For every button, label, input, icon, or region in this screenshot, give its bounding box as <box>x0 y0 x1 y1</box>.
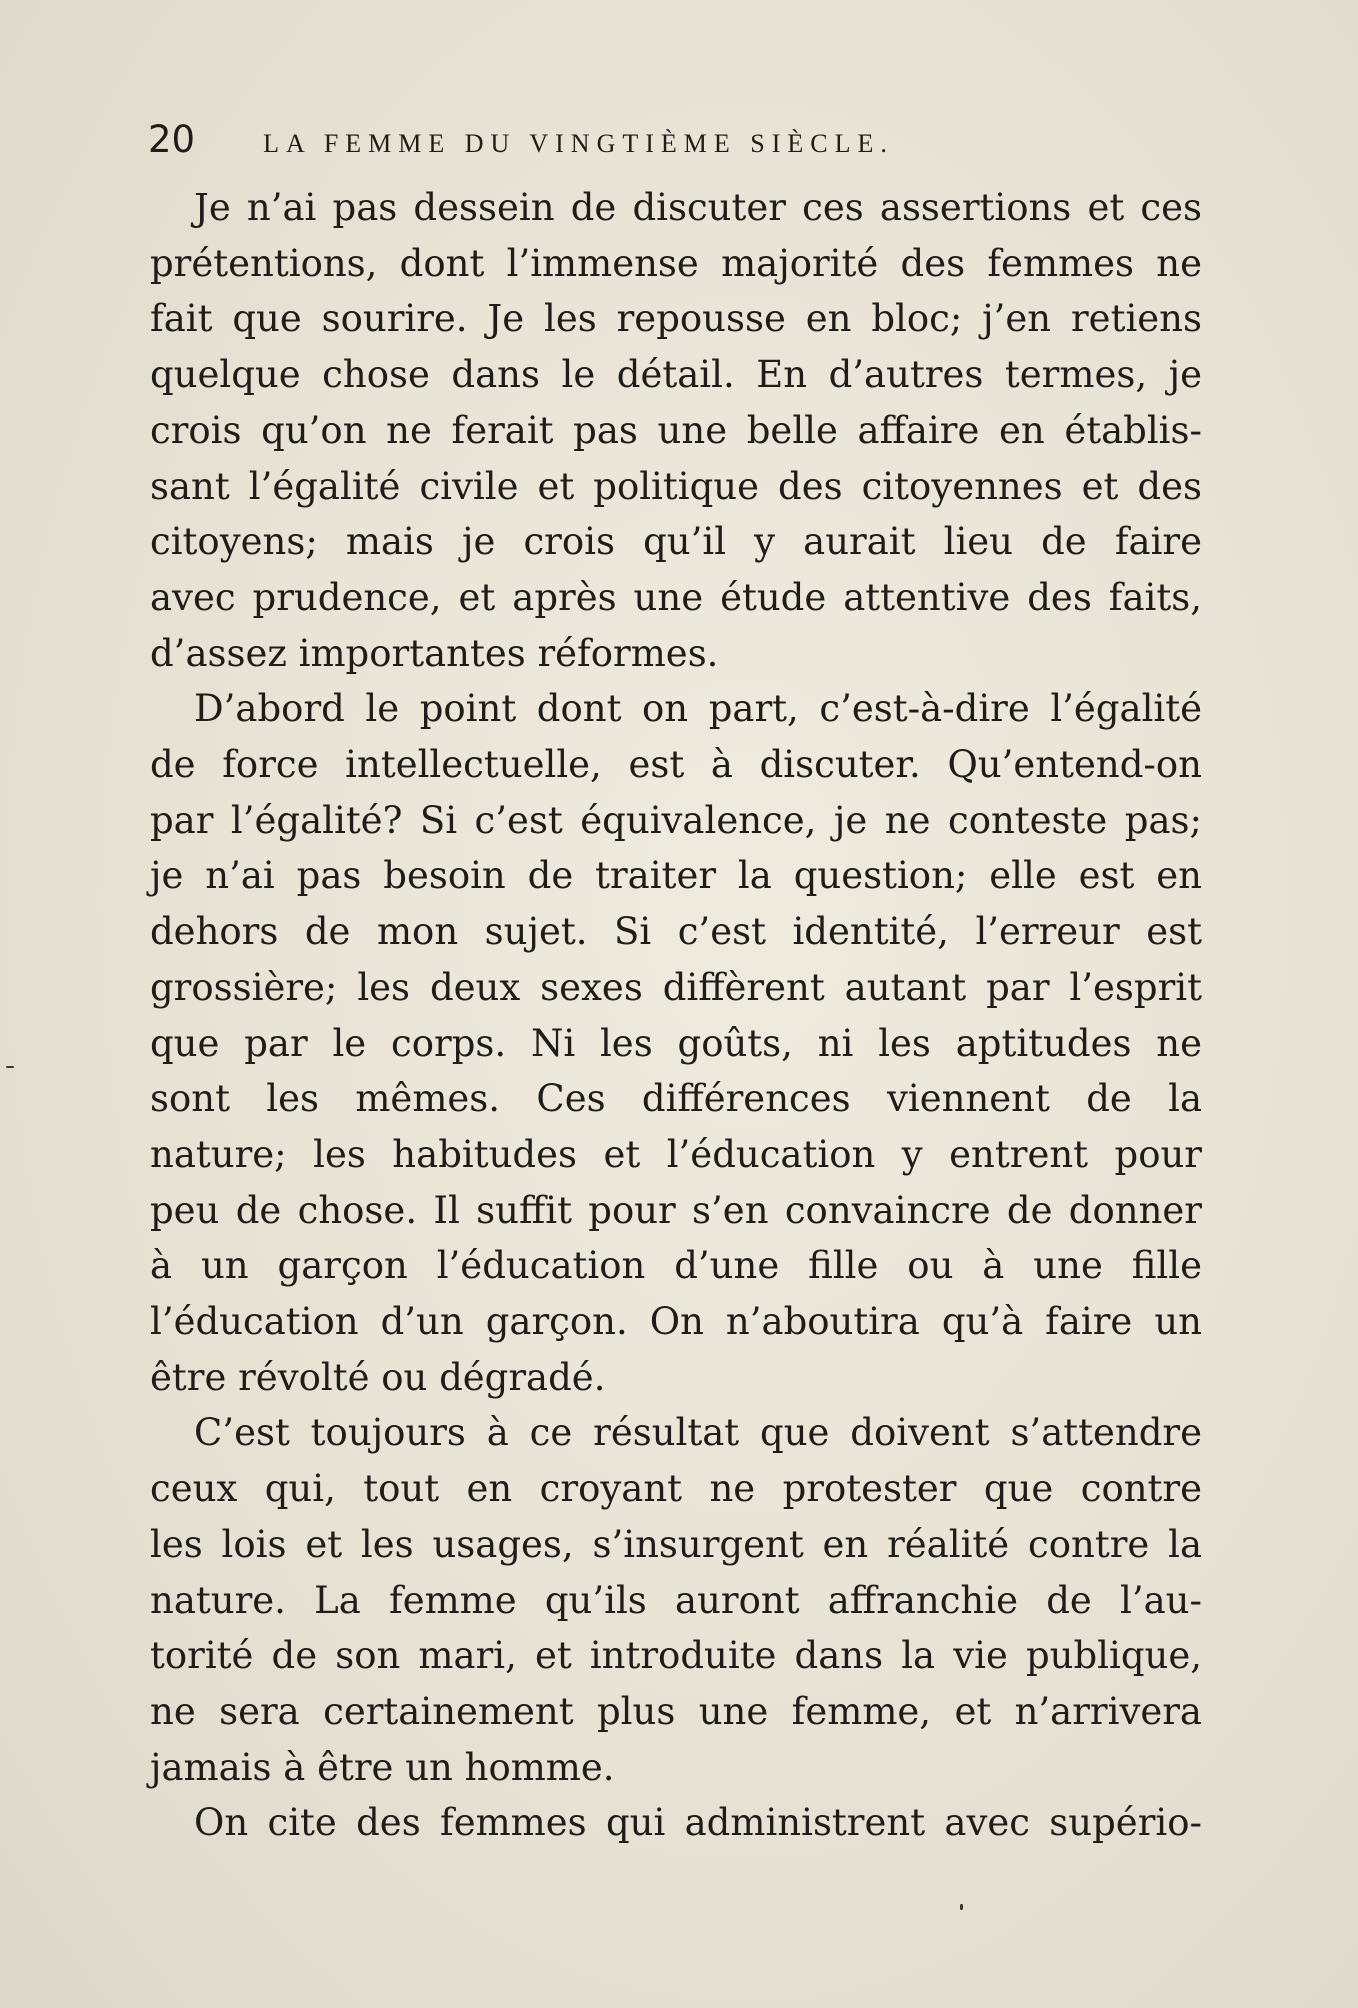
text-line: sont les mêmes. Ces différences viennent de la <box>150 1077 1202 1121</box>
text-line: nature; les habitudes et l’éducation y entrent pour <box>150 1132 1202 1176</box>
text-line: jamais à être un homme. <box>150 1745 615 1789</box>
paragraph-4 <box>150 1795 1202 1851</box>
text-line: avec prudence, et après une étude attentive des faits, <box>150 575 1202 619</box>
text-line: prétentions, dont l’immense majorité des femmes ne <box>150 241 1202 285</box>
text-line: crois qu’on ne ferait pas une belle affaire en établis- <box>150 408 1202 452</box>
ink-speck <box>960 1904 963 1910</box>
paragraph-3 <box>150 1405 1202 1795</box>
text-line: D’abord le point dont on part, c’est-à-dire l’égalité <box>194 687 1202 731</box>
text-line: citoyens; mais je crois qu’il y aurait lieu de faire <box>150 520 1202 564</box>
text-line: l’éducation d’un garçon. On n’aboutira qu’à faire un <box>150 1300 1202 1344</box>
text-line: quelque chose dans le détail. En d’autres termes, je <box>150 353 1202 397</box>
paragraph-1 <box>150 180 1202 681</box>
text-line: les lois et les usages, s’insurgent en réalité contre la <box>150 1522 1202 1566</box>
running-title: LA FEMME DU VINGTIÈME SIÈCLE. <box>263 129 894 158</box>
text-line: fait que sourire. Je les repousse en bloc; j’en retiens <box>150 297 1202 341</box>
text-line: par l’égalité? Si c’est équivalence, je ne conteste pas; <box>150 798 1202 842</box>
text-line: être révolté ou dégradé. <box>150 1355 606 1399</box>
text-line: à un garçon l’éducation d’une fille ou à une fille <box>150 1244 1202 1288</box>
paragraph-2 <box>150 681 1202 1405</box>
page-number: 20 <box>148 118 196 161</box>
text-line: grossière; les deux sexes diffèrent autant par l’esprit <box>150 965 1202 1009</box>
text-line: On cite des femmes qui administrent avec supério- <box>194 1801 1202 1845</box>
text-line: d’assez importantes réformes. <box>150 631 719 675</box>
body-text <box>150 180 1202 1851</box>
ink-speck <box>6 1066 14 1068</box>
text-line: torité de son mari, et introduite dans la vie publique, <box>150 1634 1202 1678</box>
text-line: dehors de mon sujet. Si c’est identité, l’erreur est <box>150 910 1202 954</box>
text-line: Je n’ai pas dessein de discuter ces assertions et ces <box>194 186 1202 229</box>
text-line: de force intellectuelle, est à discuter. Qu’entend-on <box>150 743 1202 787</box>
text-line: ne sera certainement plus une femme, et n’arrivera <box>150 1689 1202 1733</box>
text-line: nature. La femme qu’ils auront affranchie de l’au- <box>150 1578 1202 1622</box>
text-line: ceux qui, tout en croyant ne protester que contre <box>150 1467 1202 1511</box>
text-line: C’est toujours à ce résultat que doivent s’attendre <box>194 1411 1202 1455</box>
text-line: sant l’égalité civile et politique des citoyennes et des <box>150 464 1202 508</box>
running-head <box>148 118 1248 178</box>
text-line: je n’ai pas besoin de traiter la question; elle est en <box>150 854 1202 898</box>
text-line: peu de chose. Il suffit pour s’en convaincre de donner <box>150 1188 1202 1232</box>
text-line: que par le corps. Ni les goûts, ni les aptitudes ne <box>150 1021 1202 1065</box>
